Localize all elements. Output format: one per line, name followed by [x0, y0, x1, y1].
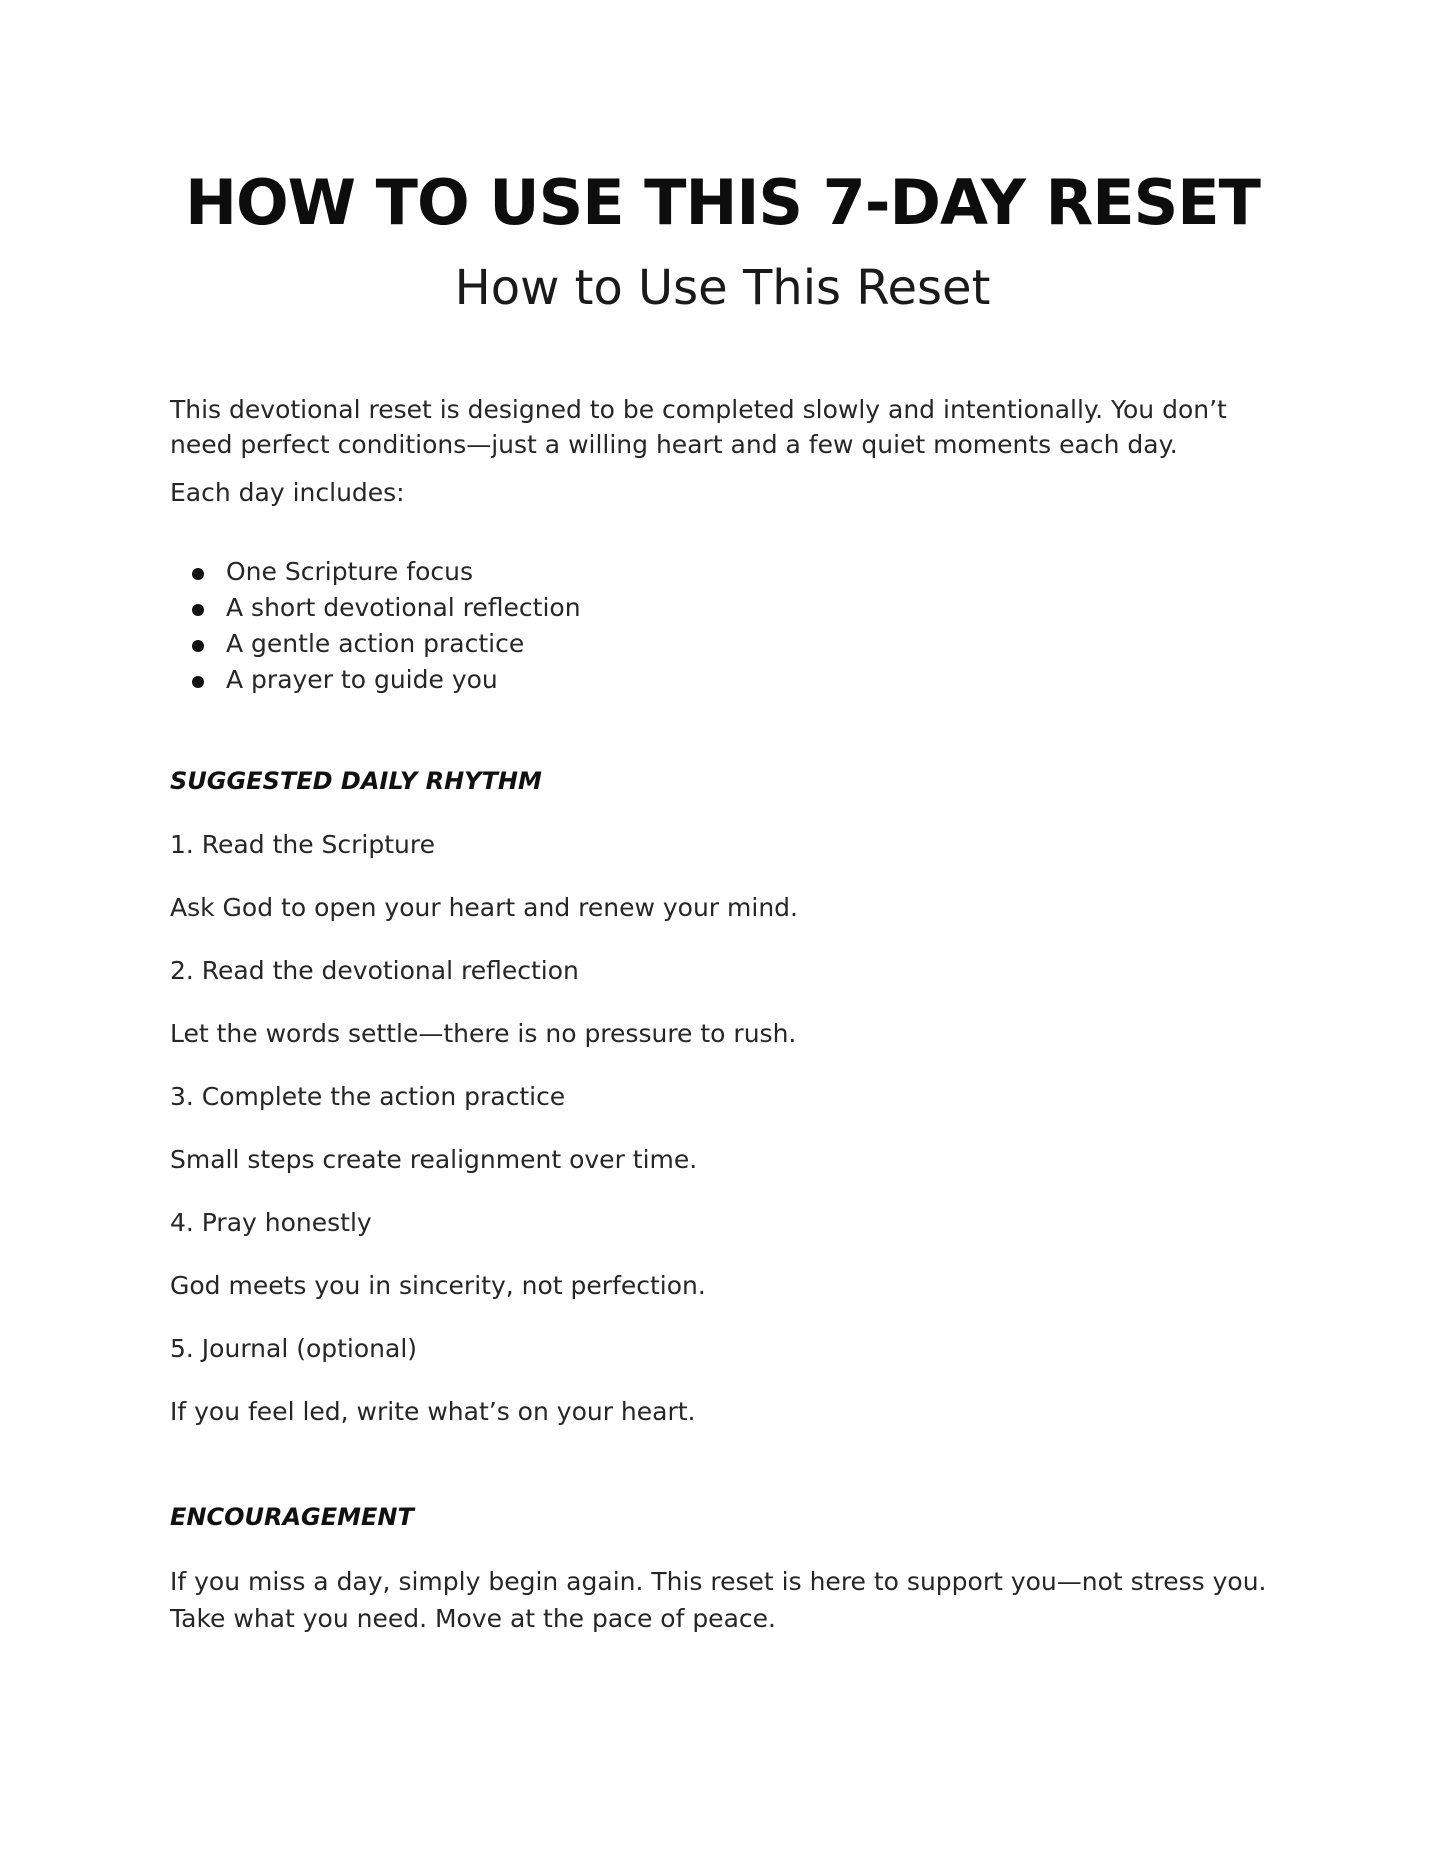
- step-description: Let the words settle—there is no pressure to rush.: [170, 1019, 797, 1048]
- list-item: [170, 662, 1280, 698]
- bullet-icon: [192, 568, 204, 580]
- step-description: If you feel led, write what’s on your heart.: [170, 1397, 696, 1426]
- bullet-icon: [192, 604, 204, 616]
- step-description: Ask God to open your heart and renew your mind.: [170, 893, 798, 922]
- step-description: God meets you in sincerity, not perfection.: [170, 1271, 706, 1300]
- step-title: 3. Complete the action practice: [170, 1082, 566, 1111]
- encouragement-heading: ENCOURAGEMENT: [170, 1503, 414, 1531]
- page-subtitle: How to Use This Reset: [454, 260, 991, 316]
- page-title: HOW TO USE THIS 7-DAY RESET: [185, 166, 1260, 239]
- bullet-icon: [192, 640, 204, 652]
- document-body: [170, 392, 1280, 1637]
- list-item-label: One Scripture focus: [226, 557, 473, 586]
- bullet-icon: [192, 676, 204, 688]
- step-description: Small steps create realignment over time.: [170, 1145, 698, 1174]
- step-title: 5. Journal (optional): [170, 1334, 418, 1363]
- list-item: [170, 626, 1280, 662]
- includes-label: Each day includes:: [170, 478, 405, 507]
- step-title: 1. Read the Scripture: [170, 830, 436, 859]
- includes-list: [170, 554, 1280, 698]
- list-item: [170, 554, 1280, 590]
- list-item-label: A gentle action practice: [226, 629, 525, 658]
- intro-paragraph: This devotional reset is designed to be completed slowly and intentionally. You don’t need perfect conditions—just a willing heart and a few quiet moments each day.: [170, 395, 1227, 459]
- step-title: 2. Read the devotional reflection: [170, 956, 579, 985]
- encouragement-paragraph: If you miss a day, simply begin again. This reset is here to support you—not stress you. Take what you need. Move at the pace of peace.: [170, 1567, 1267, 1633]
- list-item-label: A prayer to guide you: [226, 665, 498, 694]
- step-title: 4. Pray honestly: [170, 1208, 372, 1237]
- rhythm-heading: SUGGESTED DAILY RHYTHM: [170, 767, 542, 795]
- rhythm-steps: [170, 827, 1280, 1429]
- list-item-label: A short devotional reflection: [226, 593, 581, 622]
- list-item: [170, 590, 1280, 626]
